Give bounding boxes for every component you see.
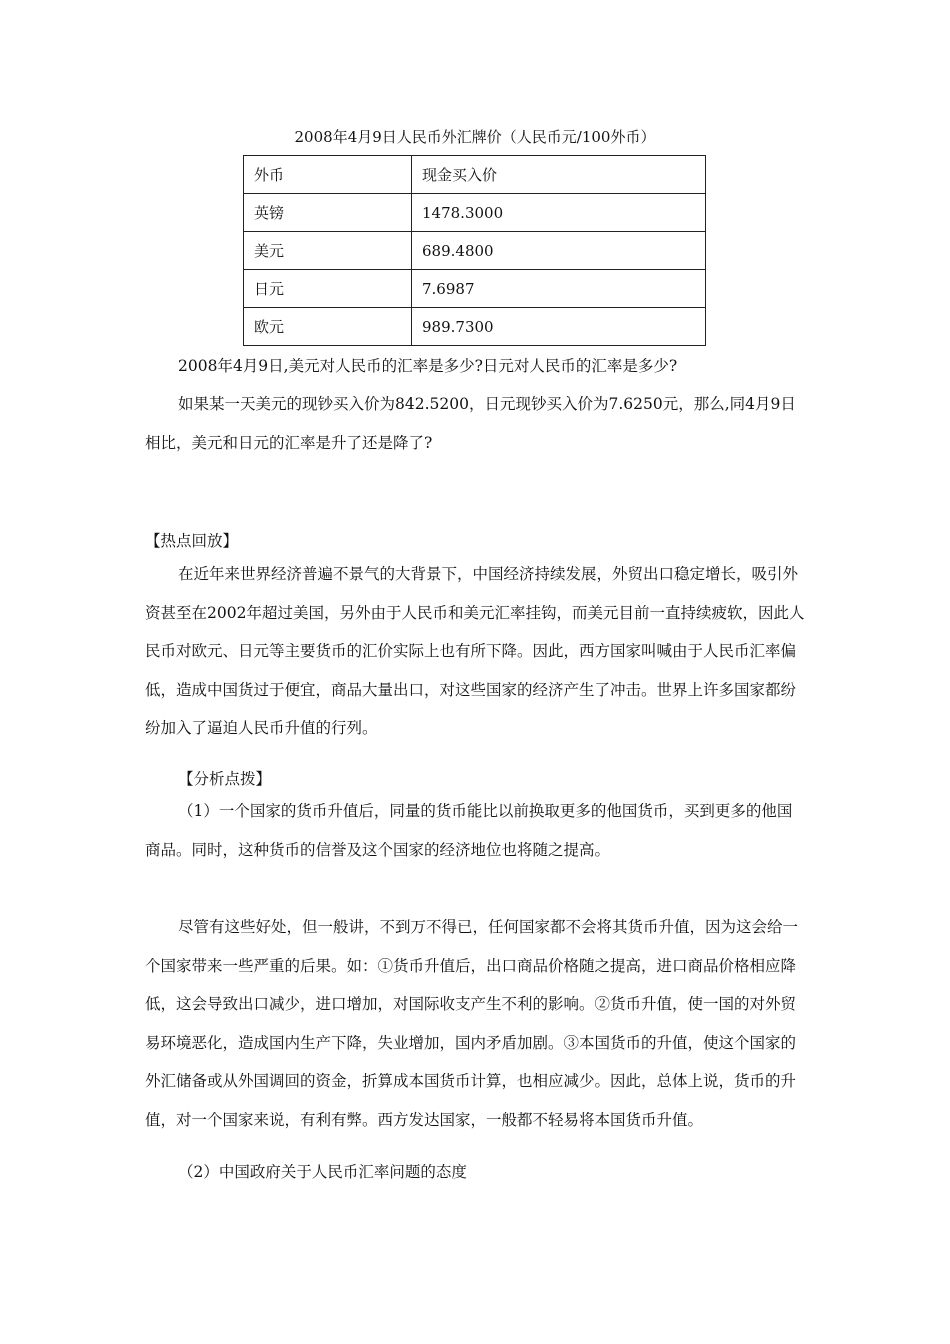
section-heading-analysis: 【分析点拨】 bbox=[178, 770, 272, 788]
table-row bbox=[244, 270, 706, 308]
price-cell: 7.6987 bbox=[412, 270, 706, 308]
analysis-paragraph-1: （1）一个国家的货币升值后，同量的货币能比以前换取更多的他国货币，买到更多的他国商品。同时，这种货币的信誉及这个国家的经济地位也将随之提高。 bbox=[145, 802, 793, 859]
header-currency: 外币 bbox=[244, 156, 412, 194]
analysis-paragraph-2: 尽管有这些好处，但一般讲，不到万不得已，任何国家都不会将其货币升值，因为这会给一个国家带来一些严重的后果。如：①货币升值后，出口商品价格随之提高，进口商品价格相应降低，这会导致出口减少，进口增加，对国际收支产生不利的影响。②货币升值，使一国的对外贸易环境恶化，造成国内生产下降，失业增加，国内矛盾加剧。③本国货币的升值，使这个国家的外汇储备或从外国调回的资金，折算成本国货币计算，也相应减少。因此，总体上说，货币的升值，对一个国家来说，有利有弊。西方发达国家，一般都不轻易将本国货币升值。 bbox=[145, 918, 799, 1129]
question-1: 2008年4月9日,美元对人民币的汇率是多少?日元对人民币的汇率是多少? bbox=[178, 357, 678, 375]
price-cell: 689.4800 bbox=[412, 232, 706, 270]
question-2: 如果某一天美元的现钞买入价为842.5200，日元现钞买入价为7.6250元，那么,同4月9日相比，美元和日元的汇率是升了还是降了? bbox=[145, 395, 796, 452]
table-row bbox=[244, 194, 706, 232]
section-heading-hot-review: 【热点回放】 bbox=[145, 532, 239, 550]
currency-cell: 日元 bbox=[244, 270, 412, 308]
table-header-row bbox=[244, 156, 706, 194]
hot-review-paragraph: 在近年来世界经济普遍不景气的大背景下，中国经济持续发展，外贸出口稳定增长，吸引外资甚至在2002年超过美国，另外由于人民币和美元汇率挂钩，而美元目前一直持续疲软，因此人民币对欧元、日元等主要货币的汇价实际上也有所下降。因此，西方国家叫喊由于人民币汇率偏低，造成中国货过于便宜，商品大量出口，对这些国家的经济产生了冲击。世界上许多国家都纷纷加入了逼迫人民币升值的行列。 bbox=[145, 565, 805, 737]
price-cell: 989.7300 bbox=[412, 308, 706, 346]
exchange-rate-table bbox=[243, 155, 706, 346]
table-caption: 2008年4月9日人民币外汇牌价（人民币元/100外币） bbox=[294, 128, 656, 146]
currency-cell: 英镑 bbox=[244, 194, 412, 232]
currency-cell: 欧元 bbox=[244, 308, 412, 346]
header-cash-buy-price: 现金买入价 bbox=[412, 156, 706, 194]
currency-cell: 美元 bbox=[244, 232, 412, 270]
table-row bbox=[244, 308, 706, 346]
price-cell: 1478.3000 bbox=[412, 194, 706, 232]
table-row bbox=[244, 232, 706, 270]
analysis-paragraph-3: （2）中国政府关于人民币汇率问题的态度 bbox=[178, 1163, 467, 1181]
